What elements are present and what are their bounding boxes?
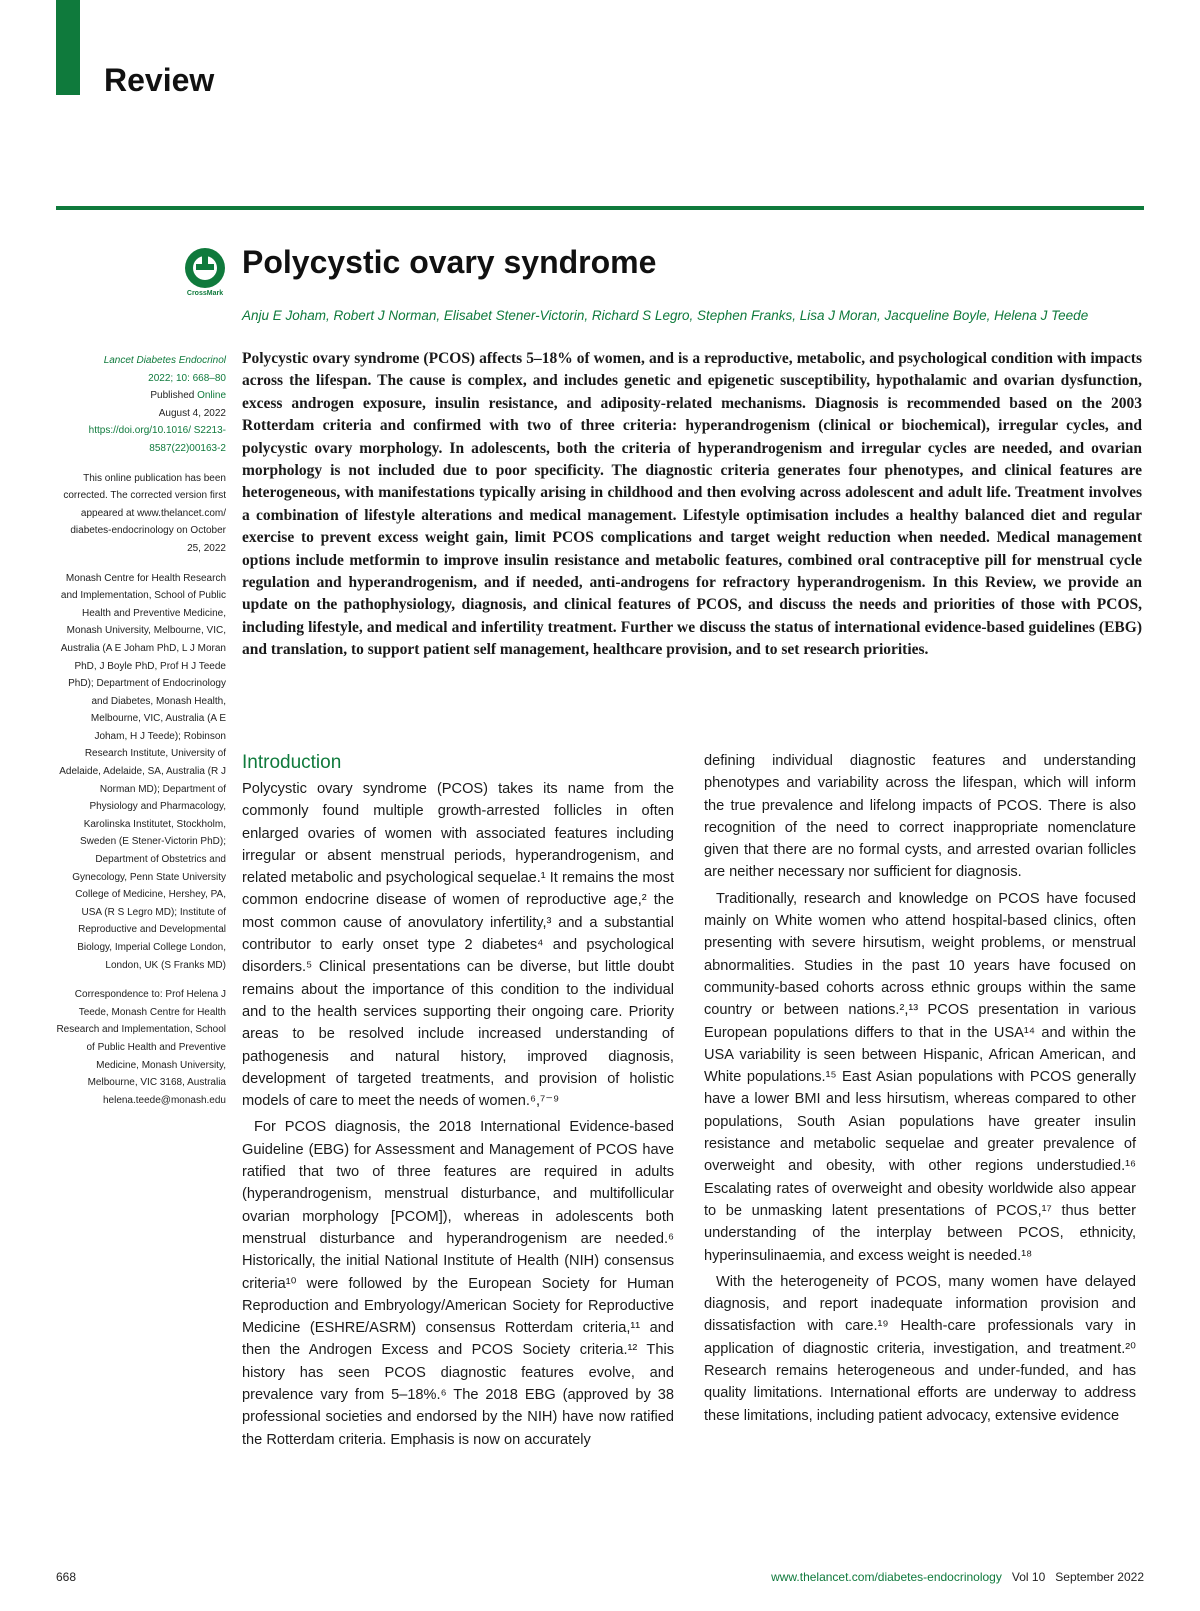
paragraph: defining individual diagnostic features and understanding phenotypes and variability across the lifespan, which will inform the true prevalence and lifelong impacts of PCOS. There is also recognition of the need to correct inappropriate nomenclature given that there are no formal cysts, and arrested ovarian follicles are neither necessary nor sufficient for diagnosis. [704,753,1136,881]
page-number: 668 [56,1570,77,1584]
sidebar-notes [56,352,226,1121]
header-divider [56,206,1144,210]
paragraph: For PCOS diagnosis, the 2018 International Evidence-based Guideline (EBG) for Assessment and Management of PCOS have ratified that two of three features are required in adults (hyperandrogenism, menstrual disturbance, and multifollicular ovarian morphology [PCOM]), whereas in adolescents both menstrual disturbance and hyperandrogenism are needed.⁶ Historically, the initial National Institute of Health (NIH) consensus criteria¹⁰ were followed by the European Society for Human Reproduction and Embryology/American Society for Reproductive Medicine (ESHRE/ASRM) consensus Rotterdam criteria,¹¹ and then the Androgen Excess and PCOS Society criteria.¹² This history has seen PCOS diagnostic features evolve, and prevalence vary from 5–18%.⁶ The 2018 EBG (approved by 38 professional societies and endorsed by the NIH) have now ratified the Rotterdam criteria. Emphasis is now on accurately [242,1119,674,1448]
paragraph: Traditionally, research and knowledge on PCOS have focused mainly on White women who attend hospital-based clinics, often presenting with severe hirsutism, weight problems, or menstrual abnormalities. Studies in the past 10 years have focused on community-based cohorts across ethnic groups within the same country or between nations.²,¹³ PCOS presentation in various European populations differs to that in the USA¹⁴ and within the USA variability is seen between Hispanic, African American, and White populations.¹⁵ East Asian populations with PCOS generally have a lower BMI and less hirsutism, whereas compared to other populations, South Asian populations have greater insulin resistance and metabolic sequelae and greater prevalence of overweight and obesity, with other regions understudied.¹⁶ Escalating rates of overweight and obesity worldwide also appear to be unmasking latent presentations of PCOS,¹⁷ thus better understanding of the interplay between PCOS, ethnicity, hyperinsulinaemia, and excess weight is needed.¹⁸ [704,890,1136,1264]
section-heading-introduction: Introduction [242,752,342,773]
doi-link[interactable]: https://doi.org/10.1016/ S2213-8587(22)00163-2 [88,425,226,454]
published-prefix: Published [150,390,198,402]
body-column-left [242,778,674,1455]
body-column-right [704,750,1136,1431]
paragraph: Polycystic ovary syndrome (PCOS) takes its name from the commonly found multiple growth-arrested follicles in often enlarged ovaries of women with associated features including irregular or absent menstrual periods, hyperandrogenism, and related metabolic and psychological sequelae.¹ It remains the most common endocrine disease of women of reproductive age,² the most common cause of anovulatory infertility,³ and a substantial contributor to early onset type 2 diabetes⁴ and psychological disorders.⁵ Clinical presentations can be diverse, but little doubt remains about the importance of this condition to the individual and to the health services supporting their ongoing care. Priority areas to be resolved include increased understanding of pathogenesis and natural history, improved diagnosis, development of targeted treatments, and provision of holistic models of care to meet the needs of women.⁶,⁷⁻⁹ [242,781,674,1110]
crossmark-icon[interactable] [182,246,228,296]
affiliations: Monash Centre for Health Research and Implementation, School of Public Health and Preventive Medicine, Monash University, Melbourne, VIC, Australia (A E Joham PhD, L J Moran PhD, J Boyle PhD, Prof H J Teede PhD); Department of Endocrinology and Diabetes, Monash Health, Melbourne, VIC, Australia (A E Joham, H J Teede); Robinson Research Institute, University of Adelaide, Adelaide, SA, Australia (R J Norman MD); Department of Physiology and Pharmacology, Karolinska Institutet, Stockholm, Sweden (E Stener-Victorin PhD); Department of Obstetrics and Gynecology, Penn State University College of Medicine, Hershey, PA, USA (R S Legro MD); Institute of Reproductive and Developmental Biology, Imperial College London, London, UK (S Franks MD) [59,572,226,971]
author-list: Anju E Joham, Robert J Norman, Elisabet Stener-Victorin, Richard S Legro, Stephen Franks, Lisa J Moran, Jacqueline Boyle, Helena J Teede [242,308,1089,323]
footer-info [771,1570,1144,1584]
correspondence: Correspondence to: Prof Helena J Teede, Monash Centre for Health Research and Implementation, School of Public Health and Preventive Medicine, Monash University, Melbourne, VIC 3168, Australia helena.teede@monash.edu [56,989,226,1106]
abstract: Polycystic ovary syndrome (PCOS) affects 5–18% of women, and is a reproductive, metabolic, and psychological condition with impacts across the lifespan. The cause is complex, and includes genetic and epigenetic susceptibility, hypothalamic and ovarian dysfunction, excess androgen exposure, insulin resistance, and adiposity-related mechanisms. Diagnosis is recommended based on the 2003 Rotterdam criteria and confirmed with two of three criteria: hyperandrogenism (clinical or biochemical), irregular cycles, and polycystic ovary morphology. In adolescents, both the criteria of hyperandrogenism and irregular cycles are needed, and ovarian morphology is not included due to poor specificity. The diagnostic criteria generates four phenotypes, and clinical features are heterogeneous, with manifestations typically arising in childhood and then evolving across adolescent and adult life. Treatment involves a combination of lifestyle alterations and medical management. Lifestyle optimisation includes a healthy balanced diet and regular exercise to prevent excess weight gain, limit PCOS complications and target weight reduction when needed. Medical management options include metformin to improve insulin resistance and metabolic features, combined oral contraceptive pill for menstrual cycle regulation and hyperandrogenism, and if needed, anti-androgens for refractory hyperandrogenism. In this Review, we provide an update on the pathophysiology, diagnosis, and clinical features of PCOS, and discuss the needs and priorities of those with PCOS, including lifestyle, and medical and infertility treatment. Further we discuss the status of international evidence-based guidelines (EBG) and translation, to support patient self management, healthcare provision, and to set research priorities. [242,350,1142,659]
paragraph: With the heterogeneity of PCOS, many women have delayed diagnosis, and report inadequate information provision and dissatisfaction with care.¹⁹ Health-care professionals vary in application of diagnostic criteria, investigation, and treatment.²⁰ Research remains heterogeneous and under-funded, and has quality limitations. International efforts are underway to address these limitations, including patient advocacy, extensive evidence [704,1273,1136,1424]
journal-name: Lancet Diabetes Endocrinol [103,355,226,366]
published-online-link[interactable]: Online [197,390,226,402]
footer-volume: Vol 10 [1011,1570,1046,1584]
footer-url-link[interactable]: www.thelancet.com/diabetes-endocrinology [771,1570,1002,1584]
footer-date: September 2022 [1055,1570,1144,1584]
section-label: Review [104,62,215,98]
article-title: Polycystic ovary syndrome [242,244,657,280]
correction-note: This online publication has been corrected. The corrected version first appeared at www.thelancet.com/ diabetes-endocrinology on October 25, 2022 [63,472,226,554]
citation: 2022; 10: 668–80 [148,372,226,384]
published-date: August 4, 2022 [158,407,226,419]
crossmark-label: CrossMark [186,290,224,296]
header-accent-bar [56,0,80,95]
